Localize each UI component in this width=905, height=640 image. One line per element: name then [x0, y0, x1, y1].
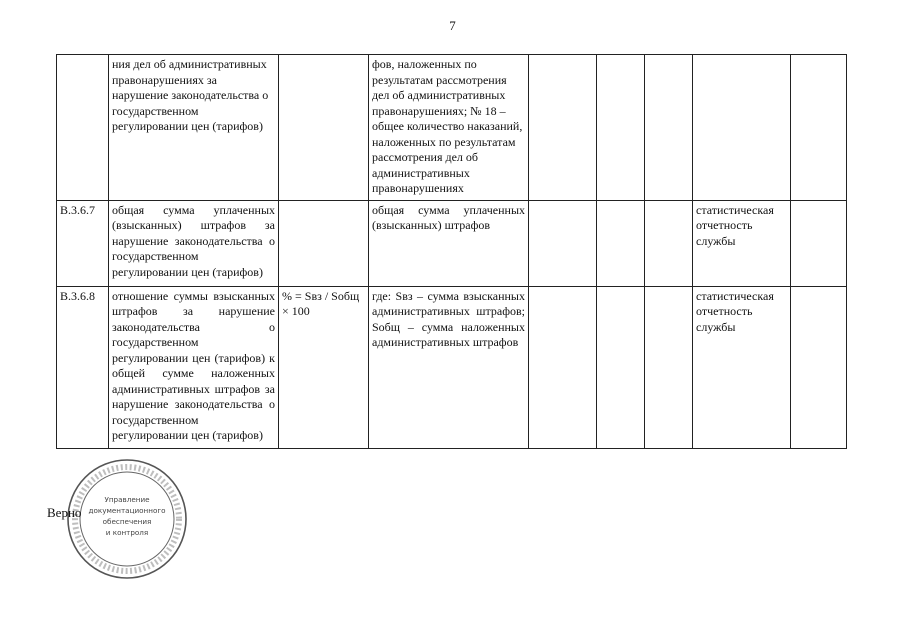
code-cell: В.3.6.7 [57, 200, 109, 286]
source-cell: статистическая отчетность службы [693, 200, 791, 286]
svg-text:Управление: Управление [104, 495, 150, 504]
empty-cell [529, 55, 597, 201]
empty-cell [791, 200, 847, 286]
table-row [57, 200, 847, 286]
description-cell: общая сумма уплаченных (взысканных) штрафов [369, 200, 529, 286]
official-seal-stamp [66, 458, 188, 580]
code-cell: В.3.6.8 [57, 286, 109, 448]
table-row [57, 286, 847, 448]
empty-cell [645, 200, 693, 286]
verified-label: Верно [47, 505, 82, 520]
empty-cell [791, 55, 847, 201]
empty-cell [645, 55, 693, 201]
empty-cell [597, 55, 645, 201]
formula-cell: % = Sвз / Sобщ × 100 [279, 286, 369, 448]
page-number: 7 [449, 18, 456, 33]
svg-text:обеспечения: обеспечения [102, 517, 152, 526]
empty-cell [791, 286, 847, 448]
empty-cell [597, 286, 645, 448]
svg-text:документационного: документационного [88, 506, 166, 515]
description-cell: где: Sвз – сумма взысканных административных штрафов; Sобщ – сумма наложенных административных штрафов [369, 286, 529, 448]
empty-cell [529, 200, 597, 286]
indicator-table [56, 54, 847, 449]
table-row [57, 55, 847, 201]
formula-cell [279, 55, 369, 201]
code-cell [57, 55, 109, 201]
description-cell: фов, наложенных по результатам рассмотрения дел об административных правонарушениях; № 18 – общее количество наказаний, наложенных по результатам рассмотрения дел об административных правонарушениях [369, 55, 529, 201]
name-cell: ния дел об административных правонарушениях за нарушение законодательства о государственном регулировании цен (тарифов) [109, 55, 279, 201]
empty-cell [529, 286, 597, 448]
empty-cell [597, 200, 645, 286]
name-cell: отношение суммы взысканных штрафов за нарушение законодательства о государственном регулировании цен (тарифов) к общей сумме наложенных административных штрафов за нарушение законодательства о государственном регулировании цен (тарифов) [109, 286, 279, 448]
svg-text:и контроля: и контроля [105, 528, 149, 537]
source-cell [693, 55, 791, 201]
source-cell: статистическая отчетность службы [693, 286, 791, 448]
name-cell: общая сумма уплаченных (взысканных) штрафов за нарушение законодательства о государственном регулировании цен (тарифов) [109, 200, 279, 286]
formula-cell [279, 200, 369, 286]
empty-cell [645, 286, 693, 448]
